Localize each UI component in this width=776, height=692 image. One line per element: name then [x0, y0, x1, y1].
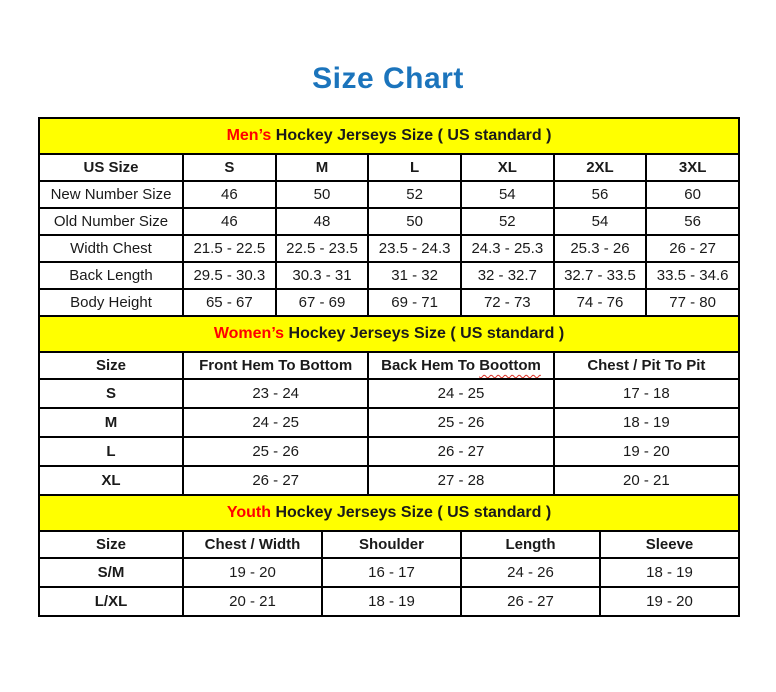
column-header: Shoulder	[322, 531, 461, 558]
cell-value: 27 - 28	[368, 466, 553, 495]
column-header: Size	[39, 531, 183, 558]
cell-value: 32.7 - 33.5	[554, 262, 647, 289]
cell-value: 25 - 26	[368, 408, 553, 437]
cell-value: 30.3 - 31	[276, 262, 369, 289]
cell-value: 54	[554, 208, 647, 235]
cell-value: 25 - 26	[183, 437, 368, 466]
cell-value: 77 - 80	[646, 289, 739, 316]
header-row-womens	[39, 352, 739, 379]
banner-row-mens	[39, 118, 739, 154]
column-header: Size	[39, 352, 183, 379]
banner-highlight: Men’s	[226, 127, 272, 144]
row-label: Body Height	[39, 289, 183, 316]
table-row	[39, 437, 739, 466]
cell-value: 54	[461, 181, 554, 208]
table-mens	[38, 117, 740, 317]
header-row-youth	[39, 531, 739, 558]
cell-value: 26 - 27	[183, 466, 368, 495]
cell-value: 29.5 - 30.3	[183, 262, 276, 289]
cell-value: 24.3 - 25.3	[461, 235, 554, 262]
table-row	[39, 558, 739, 587]
column-header: Chest / Pit To Pit	[554, 352, 739, 379]
cell-value: 60	[646, 181, 739, 208]
banner-youth	[39, 495, 739, 531]
cell-value: 69 - 71	[368, 289, 461, 316]
cell-value: 67 - 69	[276, 289, 369, 316]
cell-value: 52	[368, 181, 461, 208]
banner-row-youth	[39, 495, 739, 531]
row-label: XL	[39, 466, 183, 495]
cell-value: 21.5 - 22.5	[183, 235, 276, 262]
table-youth	[38, 494, 740, 617]
cell-value: 18 - 19	[600, 558, 739, 587]
banner-text: Hockey Jerseys Size ( US standard )	[271, 504, 552, 521]
cell-value: 23 - 24	[183, 379, 368, 408]
row-label: Width Chest	[39, 235, 183, 262]
row-label: L	[39, 437, 183, 466]
banner-mens	[39, 118, 739, 154]
column-header-text: Back Hem To	[381, 357, 480, 374]
row-label: Back Length	[39, 262, 183, 289]
banner-highlight: Women’s	[213, 325, 285, 342]
row-label: M	[39, 408, 183, 437]
table-row	[39, 466, 739, 495]
cell-value: 31 - 32	[368, 262, 461, 289]
table-row	[39, 262, 739, 289]
cell-value: 18 - 19	[322, 587, 461, 616]
column-header: Chest / Width	[183, 531, 322, 558]
cell-value: 20 - 21	[554, 466, 739, 495]
size-tables	[0, 117, 776, 617]
cell-value: 24 - 25	[183, 408, 368, 437]
row-label: Old Number Size	[39, 208, 183, 235]
column-header: L	[368, 154, 461, 181]
cell-value: 50	[276, 181, 369, 208]
table-row	[39, 408, 739, 437]
cell-value: 24 - 26	[461, 558, 600, 587]
banner-highlight: Youth	[226, 504, 272, 521]
cell-value: 65 - 67	[183, 289, 276, 316]
cell-value: 16 - 17	[322, 558, 461, 587]
page-title: Size Chart	[312, 62, 464, 95]
cell-value: 50	[368, 208, 461, 235]
table-row	[39, 235, 739, 262]
cell-value: 52	[461, 208, 554, 235]
column-header: US Size	[39, 154, 183, 181]
banner-text: Hockey Jerseys Size ( US standard )	[271, 127, 552, 144]
column-header: Front Hem To Bottom	[183, 352, 368, 379]
table-row	[39, 379, 739, 408]
column-header: Length	[461, 531, 600, 558]
cell-value: 74 - 76	[554, 289, 647, 316]
cell-value: 19 - 20	[600, 587, 739, 616]
misspelled-word: Boottom	[479, 357, 541, 374]
cell-value: 72 - 73	[461, 289, 554, 316]
cell-value: 48	[276, 208, 369, 235]
banner-row-womens	[39, 316, 739, 352]
cell-value: 22.5 - 23.5	[276, 235, 369, 262]
column-header: 3XL	[646, 154, 739, 181]
column-header: 2XL	[554, 154, 647, 181]
cell-value: 46	[183, 208, 276, 235]
cell-value: 20 - 21	[183, 587, 322, 616]
row-label: S/M	[39, 558, 183, 587]
banner-text: Hockey Jerseys Size ( US standard )	[284, 325, 565, 342]
table-row	[39, 289, 739, 316]
cell-value: 26 - 27	[368, 437, 553, 466]
table-row	[39, 208, 739, 235]
cell-value: 19 - 20	[554, 437, 739, 466]
column-header	[368, 352, 553, 379]
cell-value: 26 - 27	[646, 235, 739, 262]
table-row	[39, 181, 739, 208]
row-label: S	[39, 379, 183, 408]
cell-value: 32 - 32.7	[461, 262, 554, 289]
cell-value: 33.5 - 34.6	[646, 262, 739, 289]
column-header: XL	[461, 154, 554, 181]
cell-value: 18 - 19	[554, 408, 739, 437]
cell-value: 17 - 18	[554, 379, 739, 408]
row-label: L/XL	[39, 587, 183, 616]
column-header: M	[276, 154, 369, 181]
row-label: New Number Size	[39, 181, 183, 208]
cell-value: 26 - 27	[461, 587, 600, 616]
cell-value: 56	[646, 208, 739, 235]
table-womens	[38, 315, 740, 496]
column-header: S	[183, 154, 276, 181]
cell-value: 24 - 25	[368, 379, 553, 408]
cell-value: 56	[554, 181, 647, 208]
header-row-mens	[39, 154, 739, 181]
cell-value: 46	[183, 181, 276, 208]
column-header: Sleeve	[600, 531, 739, 558]
table-row	[39, 587, 739, 616]
cell-value: 23.5 - 24.3	[368, 235, 461, 262]
banner-womens	[39, 316, 739, 352]
cell-value: 19 - 20	[183, 558, 322, 587]
cell-value: 25.3 - 26	[554, 235, 647, 262]
